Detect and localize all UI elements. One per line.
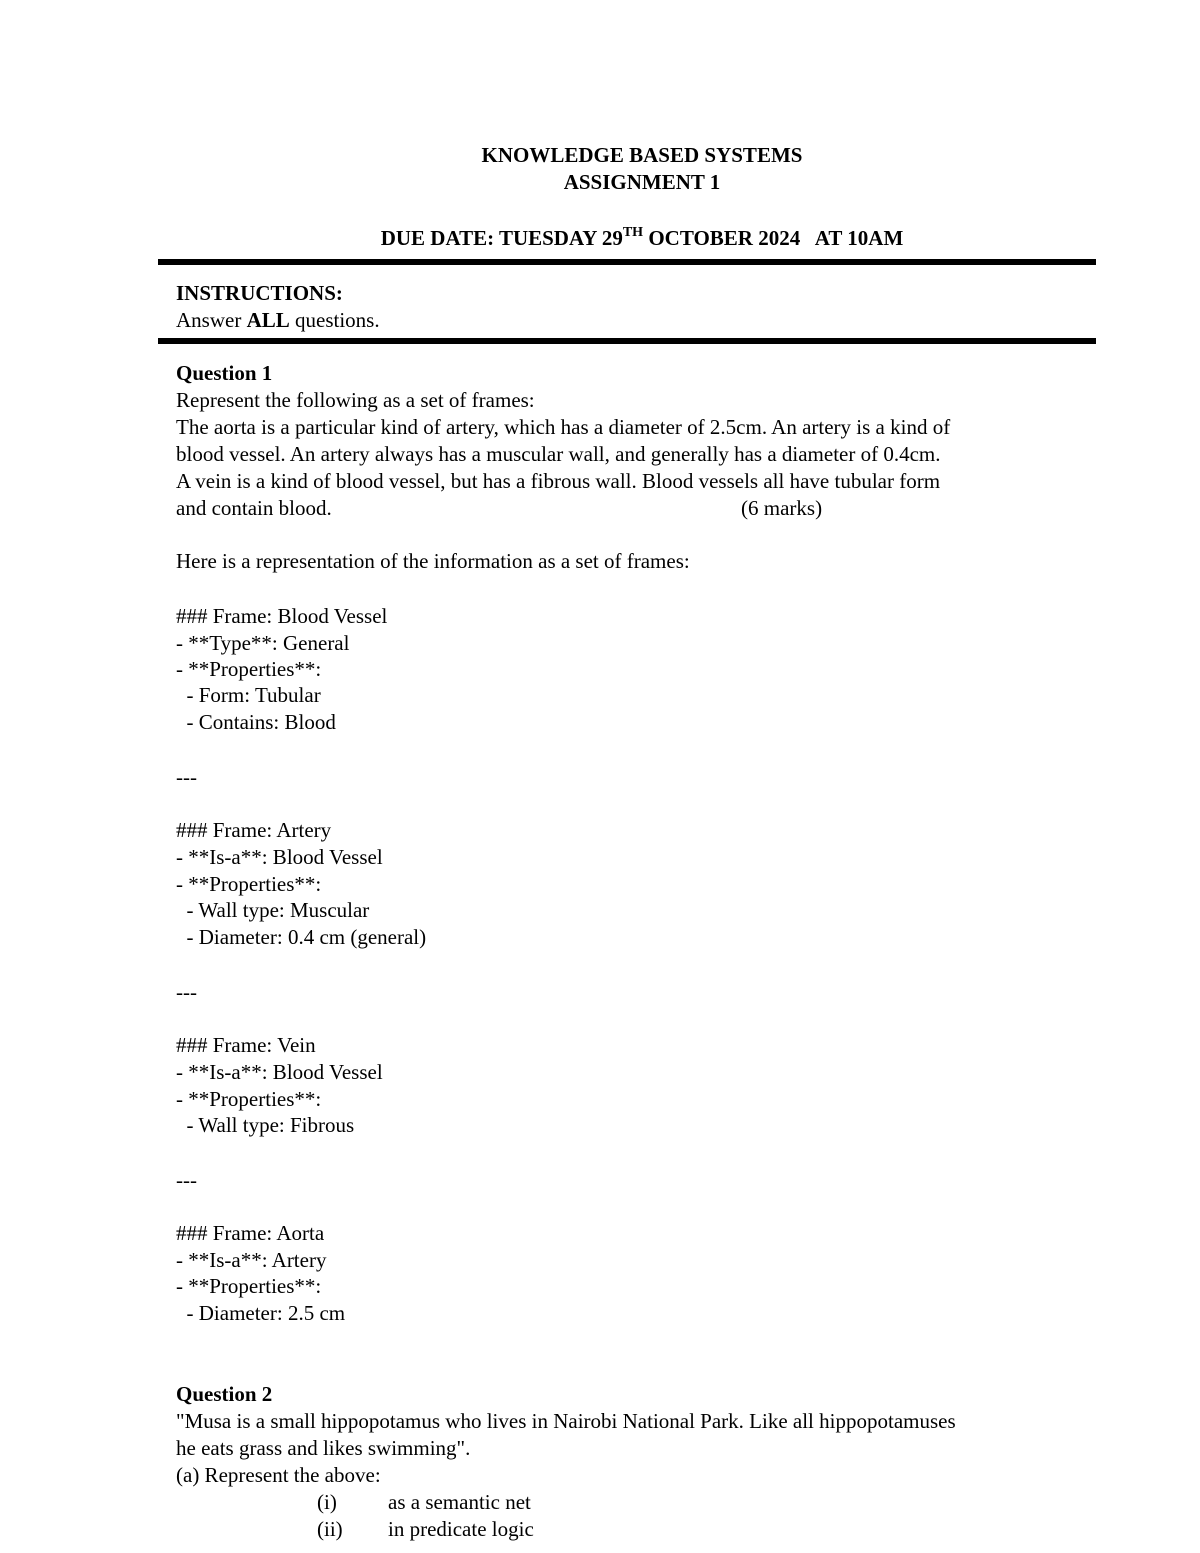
due-date-suffix: OCTOBER 2024 AT 10AM bbox=[643, 226, 904, 250]
frame-aorta-title: ### Frame: Aorta bbox=[176, 1221, 325, 1245]
frame-blood-vessel-line: - **Type**: General bbox=[176, 631, 350, 655]
question2-body-line: "Musa is a small hippopotamus who lives in Nairobi National Park. Like all hippopotamuses bbox=[176, 1409, 956, 1433]
frame-blood-vessel-title: ### Frame: Blood Vessel bbox=[176, 604, 388, 628]
separator: --- bbox=[176, 980, 197, 1004]
frame-aorta-line: - **Is-a**: Artery bbox=[176, 1248, 327, 1272]
bottom-divider bbox=[158, 338, 1096, 344]
frame-blood-vessel-line: - Form: Tubular bbox=[176, 683, 321, 707]
instructions-text-bold: ALL bbox=[246, 308, 290, 332]
question1-body-line: The aorta is a particular kind of artery, which has a diameter of 2.5cm. An artery is a kind of bbox=[176, 415, 951, 439]
course-title: KNOWLEDGE BASED SYSTEMS bbox=[481, 143, 803, 167]
question2-item-text: as a semantic net bbox=[388, 1490, 531, 1514]
instructions-text bbox=[176, 307, 380, 334]
frame-vein-line: - **Is-a**: Blood Vessel bbox=[176, 1060, 383, 1084]
due-date-prefix: DUE DATE: TUESDAY 29 bbox=[380, 226, 623, 250]
question2-item-text: in predicate logic bbox=[388, 1517, 534, 1541]
question2-part-a: (a) Represent the above: bbox=[176, 1463, 381, 1487]
assignment-title: ASSIGNMENT 1 bbox=[563, 170, 721, 194]
frame-artery-line: - **Properties**: bbox=[176, 872, 322, 896]
instructions-text-pre: Answer bbox=[176, 308, 247, 332]
question2-body-line: he eats grass and likes swimming". bbox=[176, 1436, 471, 1460]
instructions-heading: INSTRUCTIONS: bbox=[176, 281, 343, 305]
question1-body-line: A vein is a kind of blood vessel, but has a fibrous wall. Blood vessels all have tubular form bbox=[176, 469, 941, 493]
top-divider bbox=[158, 259, 1096, 265]
frame-vein-line: - **Properties**: bbox=[176, 1087, 322, 1111]
frame-artery-line: - Diameter: 0.4 cm (general) bbox=[176, 925, 427, 949]
frame-artery-line: - **Is-a**: Blood Vessel bbox=[176, 845, 383, 869]
instructions-text-post: questions. bbox=[289, 308, 380, 332]
question1-intro: Here is a representation of the information as a set of frames: bbox=[176, 549, 690, 573]
question1-body-line: and contain blood. bbox=[176, 496, 332, 520]
question1-body-line: blood vessel. An artery always has a muscular wall, and generally has a diameter of 0.4cm. bbox=[176, 442, 941, 466]
frame-aorta-line: - Diameter: 2.5 cm bbox=[176, 1301, 346, 1325]
question2-item-number: (ii) bbox=[317, 1517, 343, 1541]
question1-marks: (6 marks) bbox=[741, 496, 823, 520]
separator: --- bbox=[176, 765, 197, 789]
frame-blood-vessel-line: - Contains: Blood bbox=[176, 710, 336, 734]
question2-item-number: (i) bbox=[317, 1490, 337, 1514]
separator: --- bbox=[176, 1168, 197, 1192]
frame-vein-line: - Wall type: Fibrous bbox=[176, 1113, 355, 1137]
frame-artery-line: - Wall type: Muscular bbox=[176, 898, 370, 922]
frame-aorta-line: - **Properties**: bbox=[176, 1274, 322, 1298]
question1-heading: Question 1 bbox=[176, 361, 273, 385]
frame-vein-title: ### Frame: Vein bbox=[176, 1033, 316, 1057]
question1-prompt: Represent the following as a set of frames: bbox=[176, 388, 535, 412]
question2-heading: Question 2 bbox=[176, 1382, 273, 1406]
due-date bbox=[0, 226, 1200, 251]
frame-blood-vessel-line: - **Properties**: bbox=[176, 657, 322, 681]
due-date-superscript: TH bbox=[622, 225, 644, 240]
frame-artery-title: ### Frame: Artery bbox=[176, 818, 332, 842]
